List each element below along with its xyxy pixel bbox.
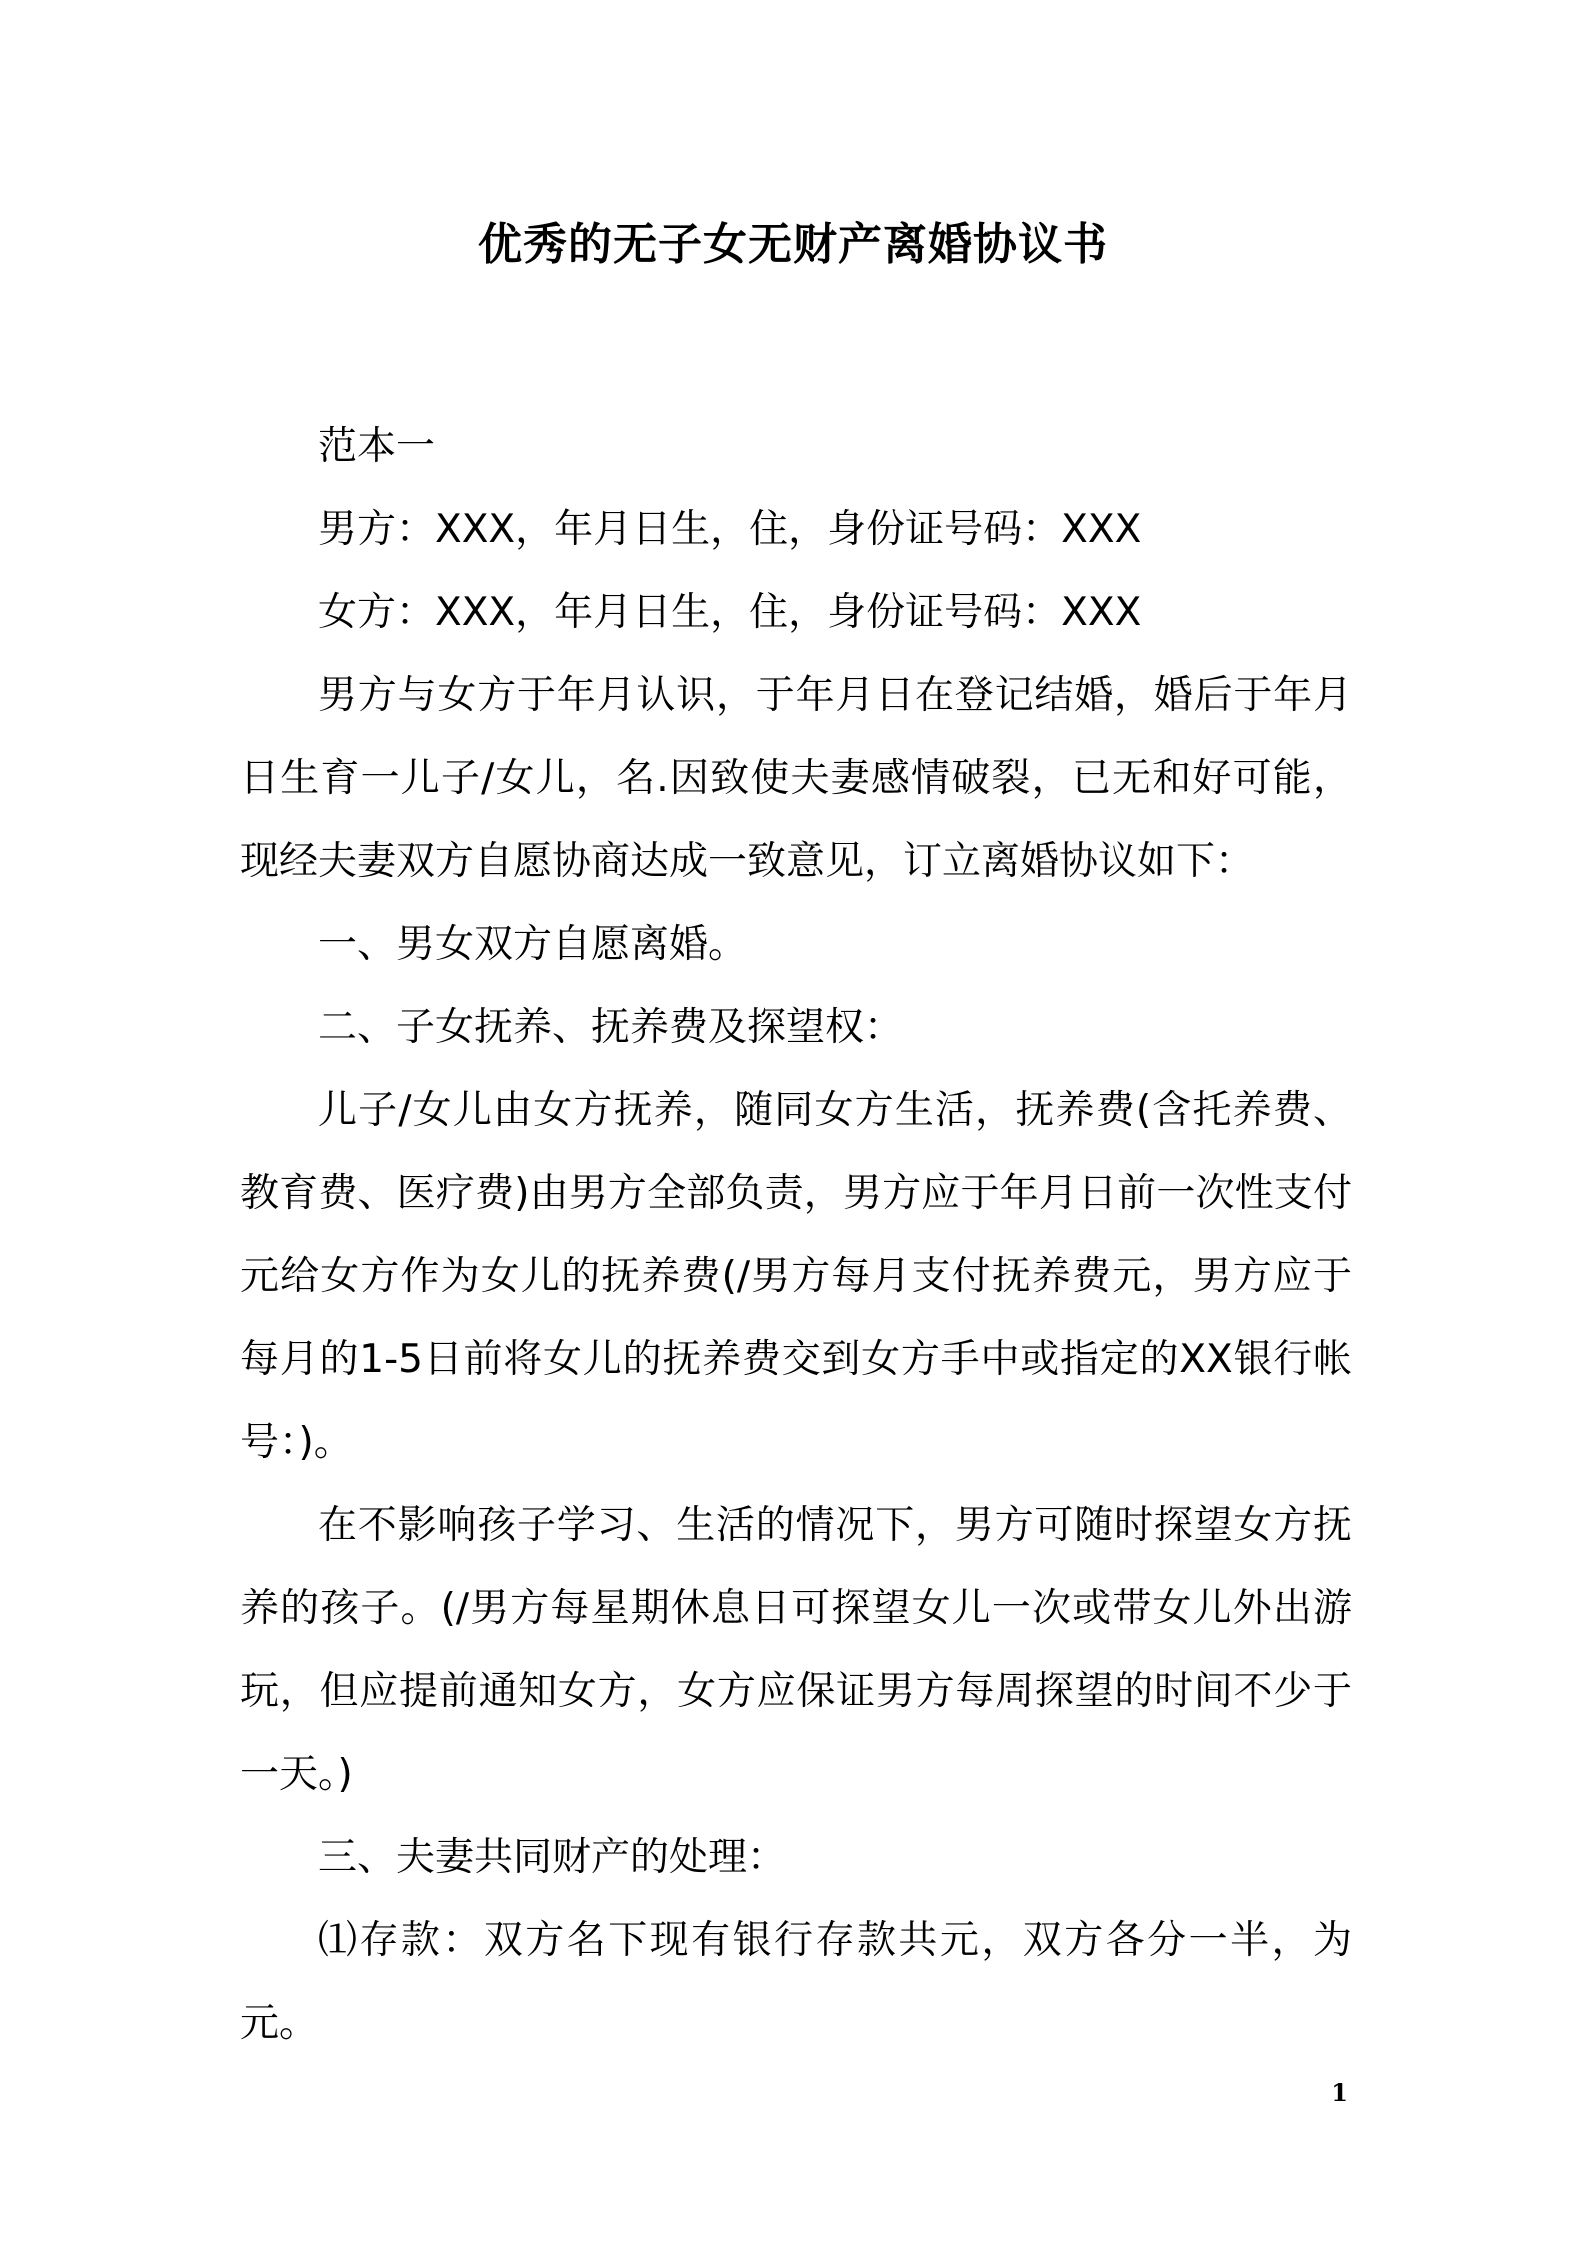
paragraph-clause-2-heading: 二、子女抚养、抚养费及探望权： — [318, 1005, 904, 1050]
paragraph-female-party: 女方：XXX，年月日生，住，身份证号码：XXX — [318, 590, 1142, 635]
paragraph-template-label: 范本一 — [318, 424, 436, 469]
paragraph-clause-3-heading: 三、夫妻共同财产的处理： — [318, 1835, 787, 1880]
paragraph-deposits: ⑴存款：双方名下现有银行存款共元，双方各分一半，为元。 — [240, 1918, 1352, 2046]
paragraph-male-party: 男方：XXX，年月日生，住，身份证号码：XXX — [318, 507, 1142, 552]
document-body — [240, 405, 1352, 2065]
page-number: 1 — [1331, 2078, 1348, 2107]
paragraph-visitation: 在不影响孩子学习、生活的情况下，男方可随时探望女方抚养的孩子。(/男方每星期休息日可探望女儿一次或带女儿外出游玩，但应提前通知女方，女方应保证男方每周探望的时间不少于一天。) — [240, 1503, 1352, 1797]
document-title: 优秀的无子女无财产离婚协议书 — [478, 219, 1108, 270]
paragraph-clause-1: 一、男女双方自愿离婚。 — [318, 922, 748, 967]
paragraph-custody: 儿子/女儿由女方抚养，随同女方生活，抚养费(含托养费、教育费、医疗费)由男方全部负责，男方应于年月日前一次性支付元给女方作为女儿的抚养费(/男方每月支付抚养费元，男方应于每月的1-5日前将女儿的抚养费交到女方手中或指定的XX银行帐号：)。 — [240, 1088, 1352, 1465]
paragraph-background: 男方与女方于年月认识，于年月日在登记结婚，婚后于年月日生育一儿子/女儿，名.因致使夫妻感情破裂，已无和好可能，现经夫妻双方自愿协商达成一致意见，订立离婚协议如下： — [240, 673, 1352, 884]
